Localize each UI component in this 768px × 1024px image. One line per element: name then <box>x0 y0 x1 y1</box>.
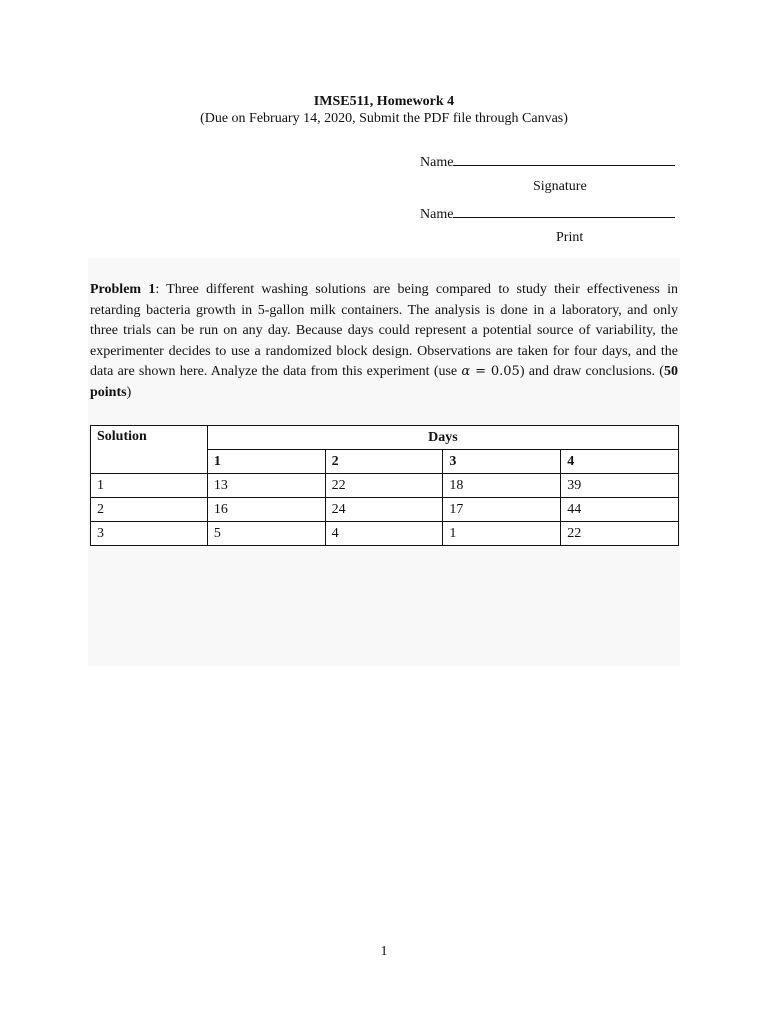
days-header: Days <box>207 426 678 450</box>
solution-cell: 2 <box>91 498 208 522</box>
signature-name-underline <box>453 153 675 166</box>
value-cell: 44 <box>561 498 679 522</box>
value-cell: 22 <box>561 522 679 546</box>
table-row <box>91 498 679 522</box>
day-header: 4 <box>561 450 679 474</box>
print-name-label: Name <box>420 207 454 222</box>
day-header: 3 <box>443 450 561 474</box>
problem-text-end: ) and draw conclusions. ( <box>519 364 664 379</box>
problem-text: : Three different washing solutions are being compared to study their effectiveness in retarding bacteria growth in 5-gallon milk containers. The analysis is done in a laboratory, and only three trials can be run on any day. Because days could represent a potential source of variability, the experimenter decides to use a randomized block design. Observations are taken for four days, and the data are shown here. Analyze the data from this experiment (use <box>90 282 678 379</box>
value-cell: 24 <box>325 498 443 522</box>
signature-caption: Signature <box>533 179 587 194</box>
problem-close-paren: ) <box>126 384 132 400</box>
table-row <box>91 522 679 546</box>
data-table <box>90 425 679 546</box>
document-title: IMSE511, Homework 4 <box>313 94 455 109</box>
table-header-row <box>91 426 679 450</box>
value-cell: 39 <box>561 474 679 498</box>
print-name-underline <box>453 205 675 218</box>
value-cell: 16 <box>207 498 325 522</box>
table-row <box>91 474 679 498</box>
solution-cell: 1 <box>91 474 208 498</box>
alpha-value: 0.05 <box>490 364 520 379</box>
page-number: 1 <box>380 944 388 959</box>
value-cell: 13 <box>207 474 325 498</box>
points-label: 50 points <box>90 364 678 400</box>
document-subtitle: (Due on February 14, 2020, Submit the PDF file through Canvas) <box>200 111 568 126</box>
problem-label: Problem 1 <box>90 282 156 297</box>
solution-cell: 3 <box>91 522 208 546</box>
value-cell: 18 <box>443 474 561 498</box>
alpha-relation: = <box>470 364 491 379</box>
problem-statement <box>90 280 678 403</box>
value-cell: 4 <box>325 522 443 546</box>
print-caption: Print <box>556 230 584 245</box>
value-cell: 17 <box>443 498 561 522</box>
value-cell: 1 <box>443 522 561 546</box>
day-header: 2 <box>325 450 443 474</box>
alpha-symbol: α <box>461 364 471 379</box>
value-cell: 22 <box>325 474 443 498</box>
print-name-line <box>420 205 675 223</box>
signature-name-line <box>420 153 675 171</box>
day-header: 1 <box>207 450 325 474</box>
value-cell: 5 <box>207 522 325 546</box>
signature-name-label: Name <box>420 155 454 170</box>
solution-header: Solution <box>91 426 208 474</box>
